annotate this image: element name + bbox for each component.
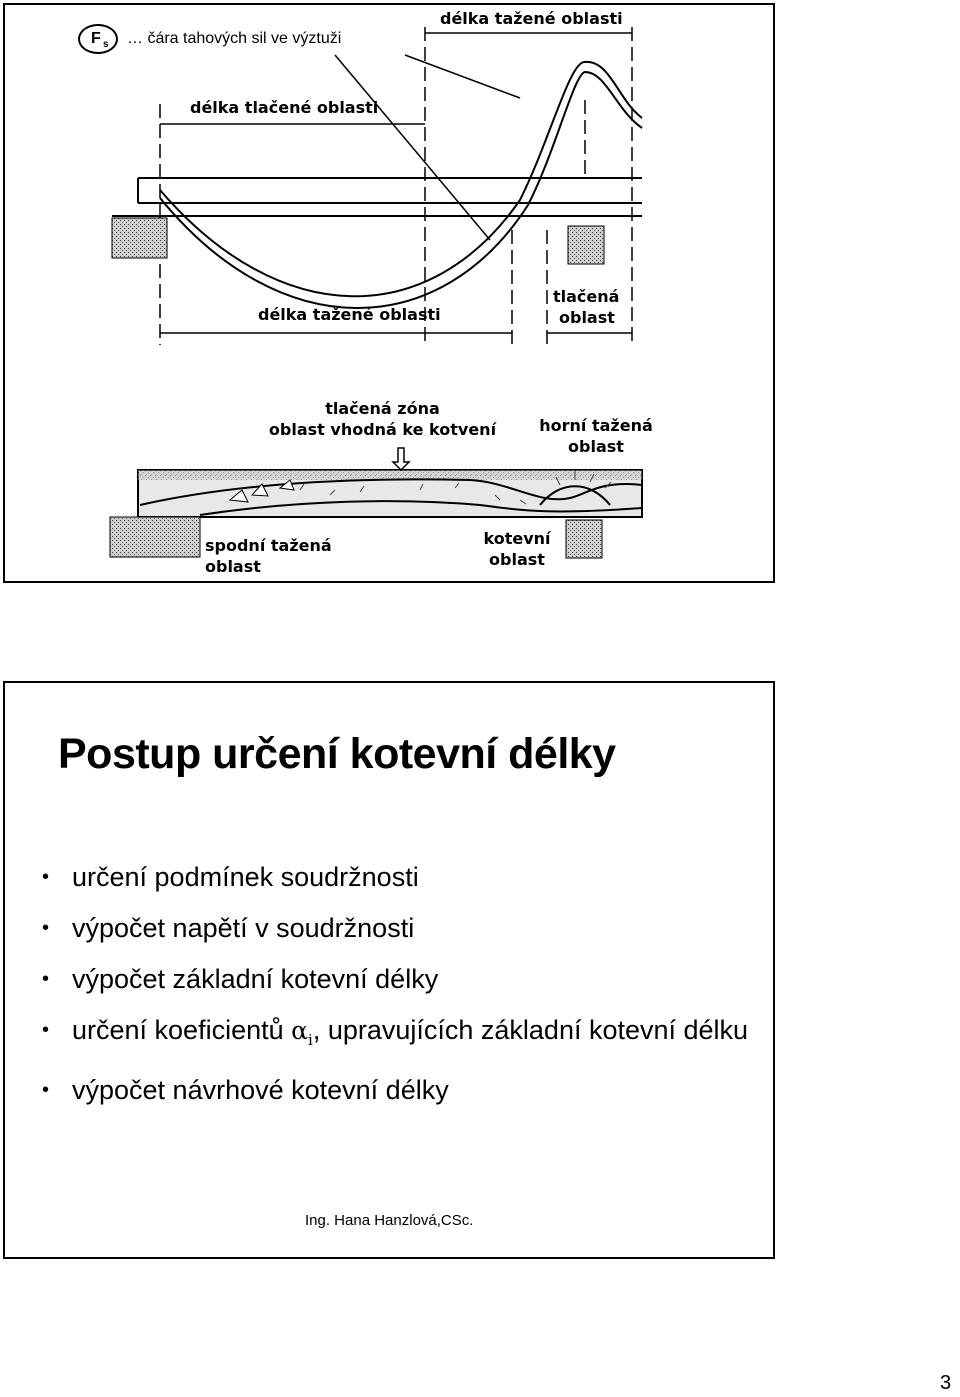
lower-right-support bbox=[566, 520, 602, 558]
label-anchorage-area: kotevní oblast bbox=[483, 529, 551, 569]
label-compression-length: délka tlačené oblasti bbox=[190, 98, 379, 117]
label-bottom-tension-length: délka tažené oblasti bbox=[258, 305, 441, 324]
lower-left-support bbox=[110, 517, 200, 557]
left-support bbox=[112, 218, 167, 258]
list-item: • výpočet základní kotevní délky bbox=[42, 954, 762, 1005]
beam bbox=[138, 178, 642, 203]
list-item: • výpočet návrhové kotevní délky bbox=[42, 1065, 762, 1116]
author-footer: Ing. Hana Hanzlová,CSc. bbox=[305, 1212, 474, 1229]
page-number: 3 bbox=[940, 1372, 952, 1394]
alpha-symbol: $\alpha_i$ bbox=[291, 1016, 313, 1049]
label-compressed-area: tlačená oblast bbox=[553, 287, 620, 327]
list-item: • výpočet napětí v soudržnosti bbox=[42, 903, 762, 954]
fs-symbol: F bbox=[91, 30, 101, 47]
label-top-tension-length: délka tažené oblasti bbox=[440, 9, 623, 28]
tension-line-legend: … čára tahových sil ve výztuži bbox=[127, 30, 342, 47]
bullet-list bbox=[42, 852, 762, 1116]
list-item: • určení koeficientů $\alpha_i$, upravujících základní kotevní délku bbox=[42, 1005, 762, 1065]
label-upper-tension-area: horní tažená oblast bbox=[539, 416, 653, 456]
fs-subscript: s bbox=[103, 39, 109, 50]
legend-pointer-lines bbox=[335, 55, 520, 240]
beam-diagram bbox=[0, 0, 960, 590]
label-compressed-zone: tlačená zóna oblast vhodná ke kotvení bbox=[268, 399, 497, 439]
list-item: • určení podmínek soudržnosti bbox=[42, 852, 762, 903]
slide-title: Postup určení kotevní délky bbox=[58, 730, 616, 778]
label-lower-tension-area: spodní tažená oblast bbox=[205, 536, 332, 576]
right-support bbox=[568, 226, 604, 264]
